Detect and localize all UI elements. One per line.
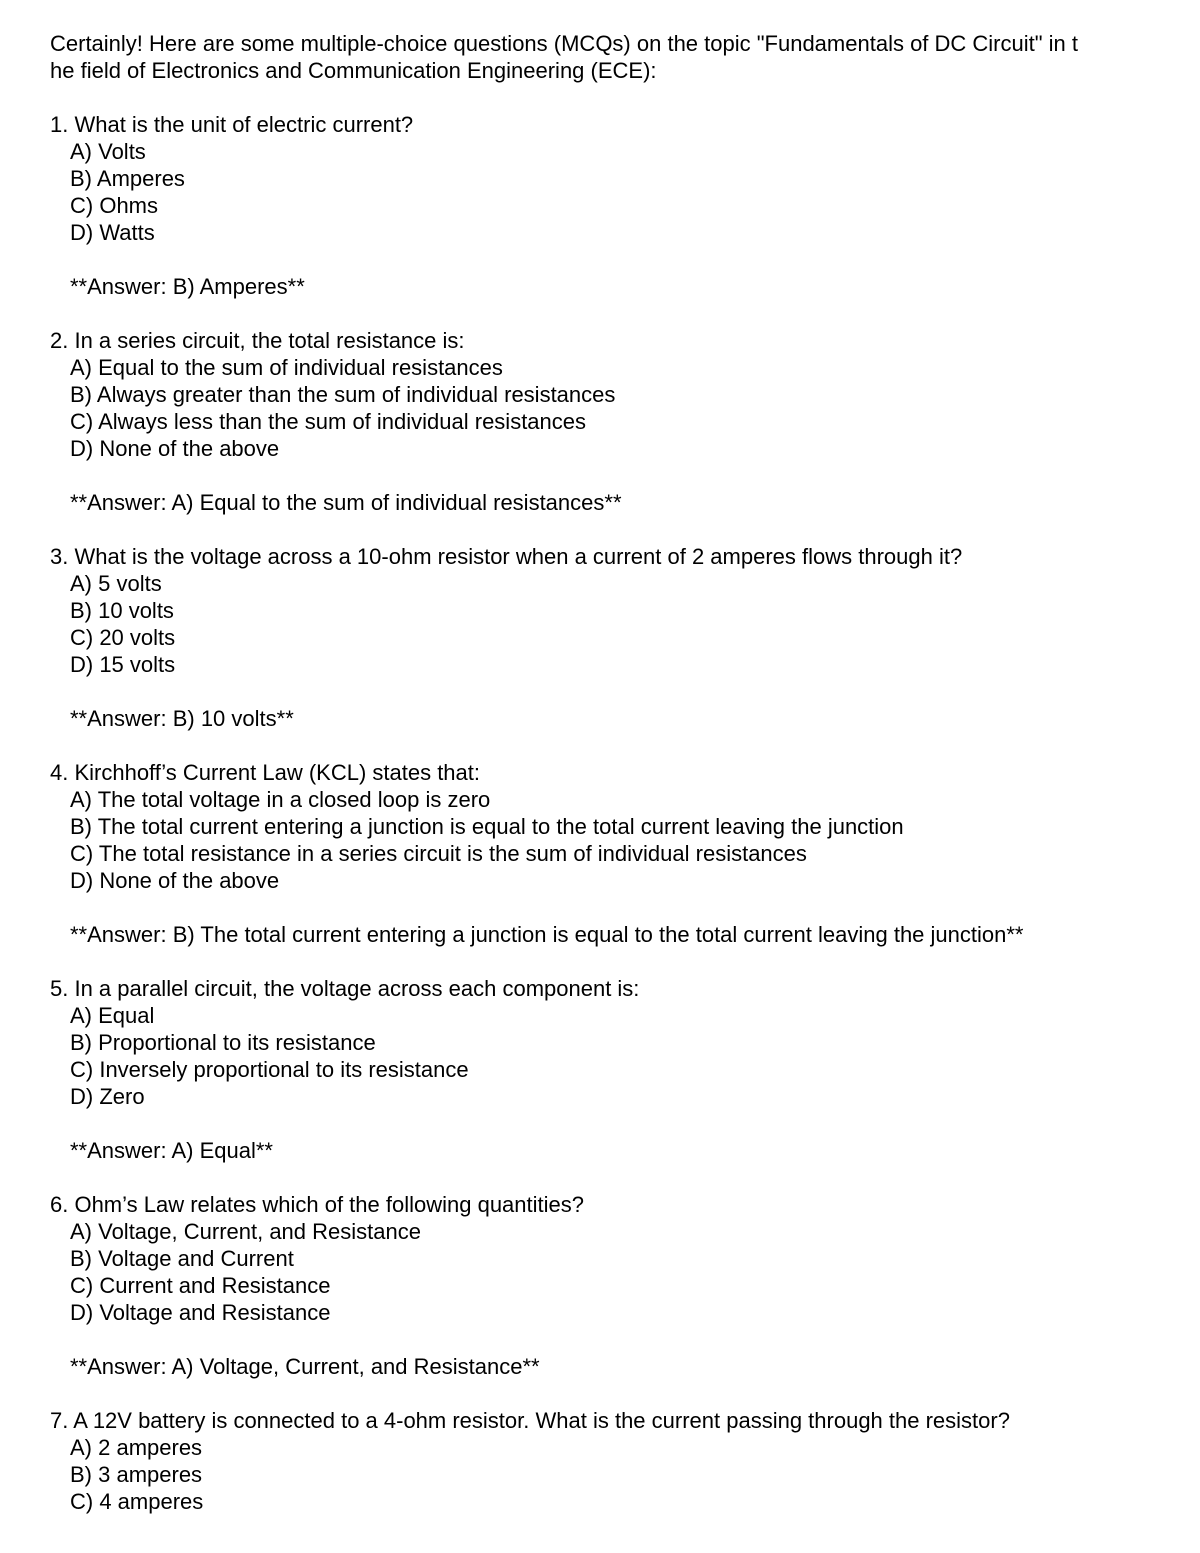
question-text: 1. What is the unit of electric current? <box>50 112 414 137</box>
option-d: D) 15 volts <box>70 652 176 677</box>
option-c: C) Ohms <box>70 193 158 218</box>
answer-line: **Answer: A) Equal to the sum of individual resistances** <box>70 490 622 515</box>
option-b: B) 10 volts <box>70 598 174 623</box>
answer-line: **Answer: B) Amperes** <box>70 274 305 299</box>
option-d: D) Voltage and Resistance <box>70 1300 331 1325</box>
option-c: C) Always less than the sum of individual resistances <box>70 409 587 434</box>
option-b: B) The total current entering a junction is equal to the total current leaving the junction <box>70 814 904 839</box>
question-text: 7. A 12V battery is connected to a 4-ohm resistor. What is the current passing through the resistor? <box>50 1408 1010 1433</box>
option-a: A) Equal <box>70 1003 155 1028</box>
option-b: B) Voltage and Current <box>70 1246 294 1271</box>
question-2 <box>50 327 1160 516</box>
question-text: 5. In a parallel circuit, the voltage across each component is: <box>50 976 640 1001</box>
question-1 <box>50 111 1160 300</box>
option-c: C) The total resistance in a series circuit is the sum of individual resistances <box>70 841 807 866</box>
option-c: C) 4 amperes <box>70 1489 204 1514</box>
question-7 <box>50 1407 1160 1515</box>
option-c: C) 20 volts <box>70 625 176 650</box>
option-c: C) Inversely proportional to its resistance <box>70 1057 469 1082</box>
option-b: B) Always greater than the sum of individual resistances <box>70 382 616 407</box>
option-d: D) Watts <box>70 220 155 245</box>
option-a: A) Equal to the sum of individual resistances <box>70 355 503 380</box>
question-text: 2. In a series circuit, the total resistance is: <box>50 328 465 353</box>
question-text: 6. Ohm’s Law relates which of the following quantities? <box>50 1192 584 1217</box>
option-b: B) 3 amperes <box>70 1462 203 1487</box>
answer-line: **Answer: A) Equal** <box>70 1138 273 1163</box>
answer-line: **Answer: A) Voltage, Current, and Resistance** <box>70 1354 540 1379</box>
option-a: A) The total voltage in a closed loop is zero <box>70 787 491 812</box>
option-d: D) Zero <box>70 1084 145 1109</box>
option-d: D) None of the above <box>70 436 280 461</box>
question-6 <box>50 1191 1160 1380</box>
answer-line: **Answer: B) 10 volts** <box>70 706 294 731</box>
question-5 <box>50 975 1160 1164</box>
option-b: B) Amperes <box>70 166 185 191</box>
question-text: 3. What is the voltage across a 10-ohm resistor when a current of 2 amperes flows through it? <box>50 544 963 569</box>
question-text: 4. Kirchhoff’s Current Law (KCL) states that: <box>50 760 480 785</box>
intro-paragraph: Certainly! Here are some multiple-choice questions (MCQs) on the topic "Fundamentals of DC Circuit" in t he field of Electronics and Communication Engineering (ECE): <box>50 31 1079 83</box>
option-a: A) 5 volts <box>70 571 162 596</box>
option-c: C) Current and Resistance <box>70 1273 331 1298</box>
option-b: B) Proportional to its resistance <box>70 1030 376 1055</box>
option-a: A) Voltage, Current, and Resistance <box>70 1219 421 1244</box>
option-a: A) Volts <box>70 139 146 164</box>
question-3 <box>50 543 1160 732</box>
option-a: A) 2 amperes <box>70 1435 203 1460</box>
answer-line: **Answer: B) The total current entering a junction is equal to the total current leaving the junction** <box>70 922 1024 947</box>
question-4 <box>50 759 1160 948</box>
option-d: D) None of the above <box>70 868 280 893</box>
document-page <box>50 30 1160 1542</box>
